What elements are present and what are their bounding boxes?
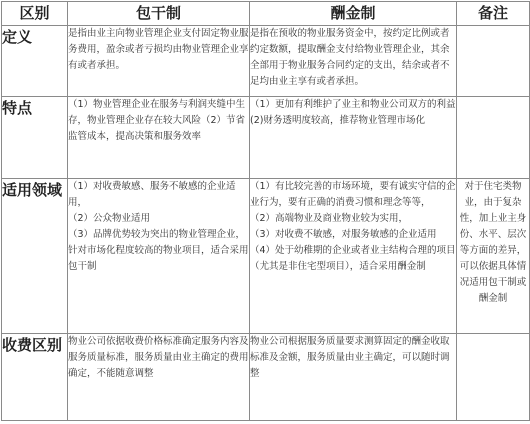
table-row-fees [2, 334, 530, 421]
table-row-definition [2, 26, 530, 97]
header-row [2, 2, 530, 26]
lump-sum-fees [68, 334, 250, 421]
lump-sum-applicability [68, 179, 250, 334]
commission-applicability [250, 179, 457, 334]
remarks-applicability: 对于住宅类物业，由于复杂性，加上业主身份、水平、层次等方面的差异，可以依据具体情况适用包干制或酬金制 [457, 179, 530, 334]
cell-text: （1）对收费敏感、服务不敏感的企业适用， [68, 181, 236, 208]
table-row-applicability [2, 179, 530, 334]
cell-text: 是指在预收的物业服务资金中，按约定比例或者约定数额，提取酬金支付给物业管理企业，其余全部用于物业服务合同约定的支出，结余或者不足均由业主享有或者承担。 [250, 28, 450, 87]
cell-text: （1）有比较完善的市场环境，要有诚实守信的企业行为，要有正确的消费习惯和理念等等， [250, 181, 456, 208]
cell-text: （3）品牌优势较为突出的物业管理企业，针对市场化程度较高的物业项目，适合采用包干制 [68, 229, 249, 272]
lump-sum-definition [68, 26, 250, 97]
cell-text: （1）更加有利维护了业主和物业公司双方的利益 [250, 99, 456, 110]
cell-text: 是指由业主向物业管理企业支付固定物业服务费用，盈余或者亏损均由物业管理企业享有或者承担。 [68, 28, 249, 71]
cell-text: （2）高端物业及商业物业较为实用， [250, 213, 409, 224]
remarks-definition [457, 26, 530, 97]
commission-definition [250, 26, 457, 97]
cell-text: （3）对收费不敏感，对服务敏感的企业适用 [250, 229, 437, 240]
cell-text: （1）物业管理企业在服务与利润夹缝中生存，物业管理企业存在较大风险（2）节省监管成本，提高决策和服务效率 [68, 99, 246, 142]
comparison-table [1, 1, 530, 421]
row-label-applicability: 适用领域 [2, 179, 68, 334]
header-difference: 区别 [2, 2, 68, 26]
commission-fees [250, 334, 457, 421]
cell-text: （2）公众物业适用 [68, 213, 151, 224]
cell-text: （4）处于幼稚期的企业或者业主结构合理的项目（尤其是非住宅型项目），适合采用酬金制 [250, 245, 456, 272]
cell-text: 物业公司依据收费价格标准确定服务内容及服务质量标准，服务质量由业主确定的费用确定，不能随意调整 [68, 336, 249, 379]
table-row-features [2, 97, 530, 179]
header-commission: 酬金制 [250, 2, 457, 26]
cell-text: (2)财务透明度较高，推荐物业管理市场化 [250, 115, 425, 126]
header-remarks: 备注 [457, 2, 530, 26]
row-label-fees: 收费区别 [2, 334, 68, 421]
row-label-definition: 定义 [2, 26, 68, 97]
header-lump-sum: 包干制 [68, 2, 250, 26]
lump-sum-features [68, 97, 250, 179]
remarks-fees [457, 334, 530, 421]
remarks-features [457, 97, 530, 179]
cell-text: 物业公司根据服务质量要求测算固定的酬金收取标准及金额，服务质量由业主确定，可以随时调整 [250, 336, 450, 379]
row-label-features: 特点 [2, 97, 68, 179]
commission-features [250, 97, 457, 179]
